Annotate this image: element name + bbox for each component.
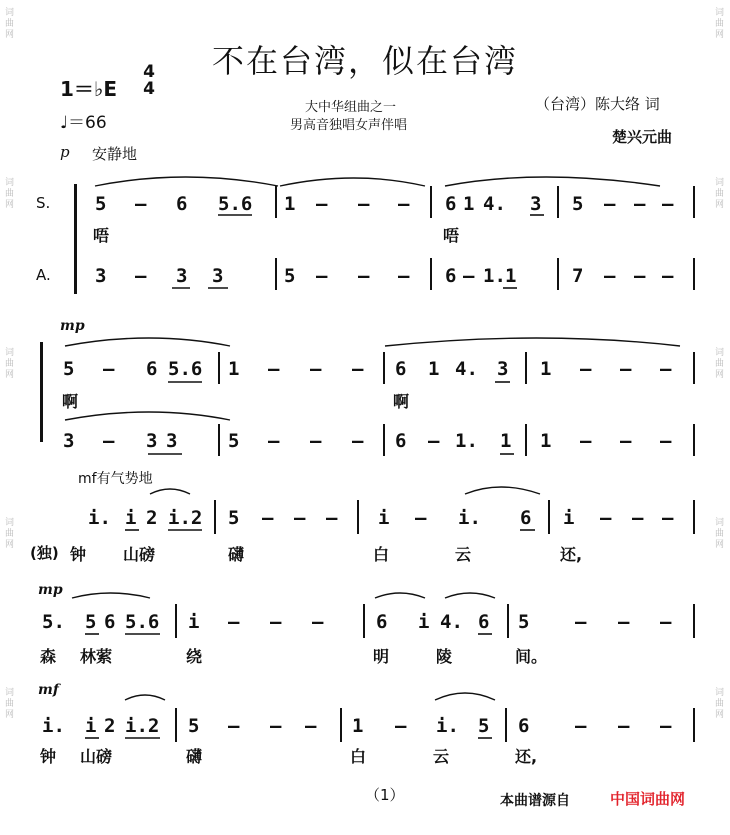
dash: —: [660, 430, 672, 452]
note: 4.: [455, 358, 478, 380]
note: i.: [42, 715, 65, 737]
dash: —: [135, 265, 147, 287]
note: 1: [228, 358, 240, 380]
watermark-left-3: 词曲网: [4, 348, 14, 380]
dash: —: [270, 715, 282, 737]
note: 5: [85, 611, 97, 633]
slur: [95, 177, 278, 186]
dynamic-p: p: [60, 143, 70, 161]
dynamic-mp-1: mp: [60, 318, 85, 334]
lyricist-credit: （台湾）陈大络 词: [535, 95, 660, 113]
dash: —: [662, 507, 674, 529]
dash: —: [228, 611, 240, 633]
note: 3: [166, 430, 178, 452]
dash: —: [634, 265, 646, 287]
note: 1: [352, 715, 364, 737]
note: 1.: [455, 430, 478, 452]
note: 4.: [440, 611, 463, 633]
note: 1: [428, 358, 440, 380]
note: 6: [518, 715, 530, 737]
dash: —: [600, 507, 612, 529]
dash: —: [618, 715, 630, 737]
note: 5.6: [218, 193, 253, 215]
page-title: 不在台湾，似在台湾: [211, 42, 518, 80]
note: 1.: [483, 265, 506, 287]
dash: —: [660, 611, 672, 633]
slur: [65, 338, 230, 346]
note: 6: [395, 430, 407, 452]
note: 5: [572, 193, 584, 215]
dash: —: [618, 611, 630, 633]
dash: —: [294, 507, 306, 529]
dash: —: [228, 715, 240, 737]
dash: —: [634, 193, 646, 215]
slur: [72, 593, 150, 598]
dash: —: [316, 193, 328, 215]
dash: —: [262, 507, 274, 529]
slur: [385, 338, 680, 346]
tempo-marking: ♩＝66: [60, 113, 107, 133]
slur: [445, 177, 660, 186]
dash: —: [660, 715, 672, 737]
dash: —: [575, 611, 587, 633]
dash: —: [352, 430, 364, 452]
watermark-left-2: 词曲网: [4, 178, 14, 210]
note: 5: [228, 507, 240, 529]
solo-mark: (独): [30, 544, 59, 562]
lyric: 绕: [186, 647, 203, 666]
dash: —: [632, 507, 644, 529]
dash: —: [268, 358, 280, 380]
note: i.: [458, 507, 481, 529]
lyric: 白: [373, 545, 390, 564]
lyric: 钟: [70, 545, 87, 564]
watermark-right-4: 词曲网: [714, 518, 724, 550]
note: i.: [88, 507, 111, 529]
key-signature: 1＝♭E: [60, 77, 118, 101]
lyric: 礴: [228, 545, 245, 564]
watermark-right-2: 词曲网: [714, 178, 724, 210]
note: 6: [176, 193, 188, 215]
note: 5.6: [125, 611, 160, 633]
dash: —: [305, 715, 317, 737]
dash: —: [620, 358, 632, 380]
note: 6: [104, 611, 116, 633]
dash: —: [398, 193, 410, 215]
slur: [465, 487, 540, 494]
note: 2: [146, 507, 158, 529]
dash: —: [352, 358, 364, 380]
watermark-right-3: 词曲网: [714, 348, 724, 380]
note: i.: [436, 715, 459, 737]
note: 3: [530, 193, 542, 215]
dash: —: [395, 715, 407, 737]
note: 1: [500, 430, 512, 452]
lyric: 啊: [62, 392, 79, 411]
time-bottom: 4: [143, 79, 155, 99]
dynamic-mp-2: mp: [38, 582, 63, 598]
note: i: [85, 715, 97, 737]
lyric: 间。: [515, 647, 548, 666]
watermark-right-5: 词曲网: [714, 688, 724, 720]
dash: —: [310, 430, 322, 452]
slur: [65, 412, 230, 420]
lyric: 陵: [436, 647, 453, 666]
dash: —: [662, 265, 674, 287]
note: 1: [463, 193, 475, 215]
note: 3: [146, 430, 158, 452]
lyric: 唔: [93, 226, 110, 245]
dash: —: [103, 358, 115, 380]
subtitle-suite: 大中华组曲之一: [305, 100, 397, 115]
watermark-left-4: 词曲网: [4, 518, 14, 550]
slur: [280, 178, 425, 186]
dash: —: [463, 265, 475, 287]
note: 6: [445, 265, 457, 287]
dash: —: [415, 507, 427, 529]
lyric: 山磅: [80, 747, 113, 766]
note: 5.: [42, 611, 65, 633]
dash: —: [660, 358, 672, 380]
dash: —: [358, 193, 370, 215]
note: 3: [63, 430, 75, 452]
label-alto: A.: [36, 266, 51, 284]
note: 6: [520, 507, 532, 529]
dash: —: [604, 193, 616, 215]
note: 3: [497, 358, 509, 380]
note: i.2: [168, 507, 203, 529]
watermark-left-5: 词曲网: [4, 688, 14, 720]
dash: —: [580, 430, 592, 452]
note: 6: [445, 193, 457, 215]
lyric: 森: [40, 647, 57, 666]
note: 3: [212, 265, 224, 287]
dash: —: [358, 265, 370, 287]
note: i: [188, 611, 200, 633]
lyric: 山磅: [123, 545, 156, 564]
dash: —: [135, 193, 147, 215]
dash: —: [398, 265, 410, 287]
dash: —: [604, 265, 616, 287]
lyric: 还,: [515, 747, 538, 766]
dash: —: [580, 358, 592, 380]
note: 1: [284, 193, 296, 215]
dash: —: [620, 430, 632, 452]
note: 5: [478, 715, 490, 737]
slur: [435, 693, 495, 700]
note: 1: [505, 265, 517, 287]
note: 5: [95, 193, 107, 215]
time-top: 4: [143, 62, 155, 82]
slur: [150, 489, 190, 494]
note: 2: [104, 715, 116, 737]
slur: [375, 593, 425, 598]
note: i: [563, 507, 575, 529]
note: 3: [176, 265, 188, 287]
watermark-right-1: 词曲网: [714, 8, 724, 40]
note: i: [125, 507, 137, 529]
note: 5.6: [168, 358, 203, 380]
dynamic-mf-2: mf: [38, 682, 59, 698]
lyric: 啊: [393, 392, 410, 411]
lyric: 钟: [40, 747, 57, 766]
note: 5: [188, 715, 200, 737]
note: i: [378, 507, 390, 529]
slur: [125, 695, 165, 700]
note: 6: [146, 358, 158, 380]
composer-credit: 楚兴元曲: [612, 128, 673, 146]
dash: —: [270, 611, 282, 633]
note: 3: [95, 265, 107, 287]
note: 1: [540, 430, 552, 452]
label-soprano: S.: [36, 194, 51, 212]
note: 5: [284, 265, 296, 287]
lyric: 林萦: [80, 647, 113, 666]
dash: —: [310, 358, 322, 380]
lyric: 还,: [560, 545, 583, 564]
expression-quietly: 安静地: [92, 145, 138, 163]
note: 6: [376, 611, 388, 633]
dash: —: [103, 430, 115, 452]
dash: —: [268, 430, 280, 452]
note: 5: [228, 430, 240, 452]
note: i: [418, 611, 430, 633]
note: 1: [540, 358, 552, 380]
note: 6: [395, 358, 407, 380]
page-number: （1）: [365, 786, 405, 804]
dash: —: [316, 265, 328, 287]
lyric: 云: [433, 747, 450, 766]
subtitle-voices: 男高音独唱女声伴唱: [290, 118, 408, 133]
note: i.2: [125, 715, 160, 737]
lyric: 白: [350, 747, 367, 766]
lyric: 云: [455, 545, 472, 564]
dash: —: [662, 193, 674, 215]
note: 6: [478, 611, 490, 633]
note: 5: [63, 358, 75, 380]
note: 5: [518, 611, 530, 633]
dash: —: [428, 430, 440, 452]
note: 4.: [483, 193, 506, 215]
dash: —: [575, 715, 587, 737]
note: 7: [572, 265, 584, 287]
footer-site-link[interactable]: 中国词曲网: [610, 790, 686, 808]
dash: —: [326, 507, 338, 529]
slur: [445, 593, 495, 598]
lyric: 礴: [186, 747, 203, 766]
footer-source-label: 本曲谱源自: [500, 793, 570, 809]
lyric: 明: [373, 647, 390, 666]
watermark-left-1: 词曲网: [4, 8, 14, 40]
lyric: 唔: [443, 226, 460, 245]
dash: —: [312, 611, 324, 633]
dynamic-mf-1: mf有气势地: [78, 471, 153, 487]
